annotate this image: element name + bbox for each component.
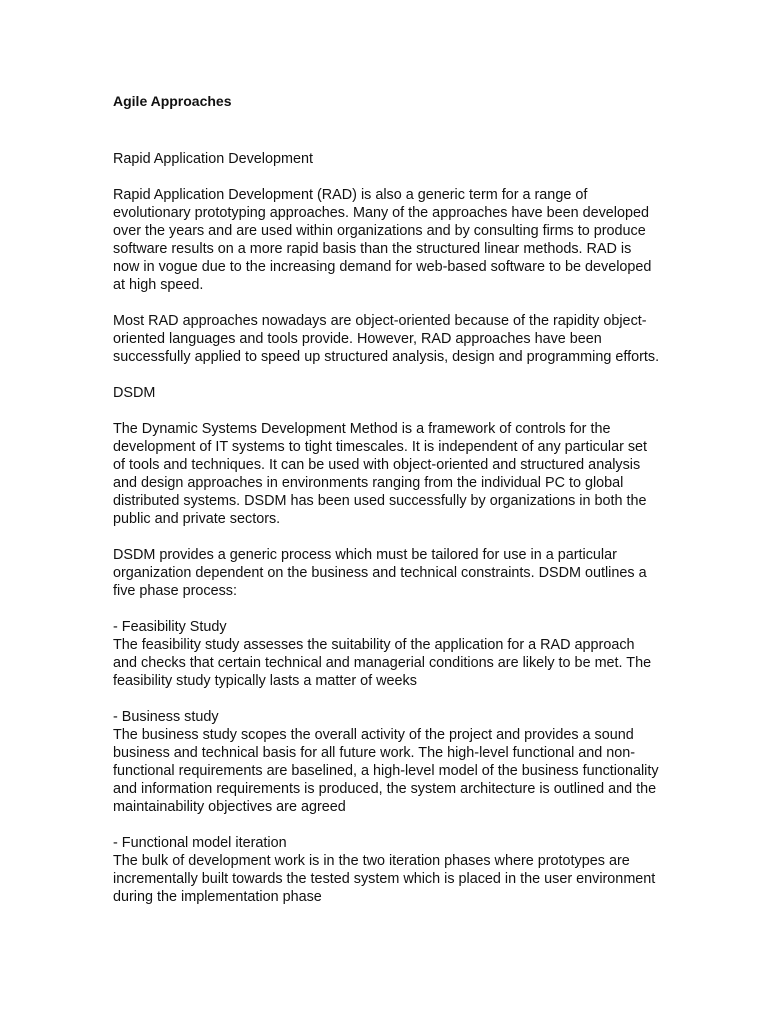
rad-paragraph-1: Rapid Application Development (RAD) is also a generic term for a range of evolutionary prototyping approaches. Many of the approaches have been developed over the years and are used within organizations and by consulting firms to produce software results on a more rapid basis than the structured linear methods. RAD is now in vogue due to the increasing demand for web-based software to be developed at high speed.: [113, 187, 652, 293]
spacer: [113, 110, 661, 150]
phase-title-business-study: - Business study: [113, 709, 219, 725]
spacer: [113, 168, 661, 186]
phase-title-feasibility: - Feasibility Study: [113, 619, 227, 635]
spacer: [113, 366, 661, 384]
spacer: [113, 600, 661, 618]
phase-text-business-study: The business study scopes the overall activity of the project and provides a sound business and technical basis for all future work. The high-level functional and non-functional requirements are baselined, a high-level model of the business functionality and information requirements is produced, the system architecture is outlined and the maintainability objectives are agreed: [113, 727, 659, 815]
phase-title-functional-model: - Functional model iteration: [113, 835, 287, 851]
section-heading-rad: Rapid Application Development: [113, 151, 313, 167]
document-title: Agile Approaches: [113, 93, 232, 109]
spacer: [113, 816, 661, 834]
phase-text-functional-model: The bulk of development work is in the two iteration phases where prototypes are incrementally built towards the tested system which is placed in the user environment during the implementation phase: [113, 853, 656, 905]
document-page: [113, 92, 661, 906]
spacer: [113, 294, 661, 312]
spacer: [113, 690, 661, 708]
section-heading-dsdm: DSDM: [113, 385, 156, 401]
spacer: [113, 528, 661, 546]
rad-paragraph-2: Most RAD approaches nowadays are object-oriented because of the rapidity object-oriented languages and tools provide. However, RAD approaches have been successfully applied to speed up structured analysis, design and programming efforts.: [113, 313, 660, 365]
spacer: [113, 402, 661, 420]
dsdm-paragraph-1: The Dynamic Systems Development Method is a framework of controls for the development of IT systems to tight timescales. It is independent of any particular set of tools and techniques. It can be used with object-oriented and structured analysis and design approaches in environments ranging from the individual PC to global distributed systems. DSDM has been used successfully by organizations in both the public and private sectors.: [113, 421, 648, 527]
dsdm-paragraph-2: DSDM provides a generic process which must be tailored for use in a particular organization dependent on the business and technical constraints. DSDM outlines a five phase process:: [113, 547, 647, 599]
phase-text-feasibility: The feasibility study assesses the suitability of the application for a RAD approach and checks that certain technical and managerial conditions are likely to be met. The feasibility study typically lasts a matter of weeks: [113, 637, 652, 689]
